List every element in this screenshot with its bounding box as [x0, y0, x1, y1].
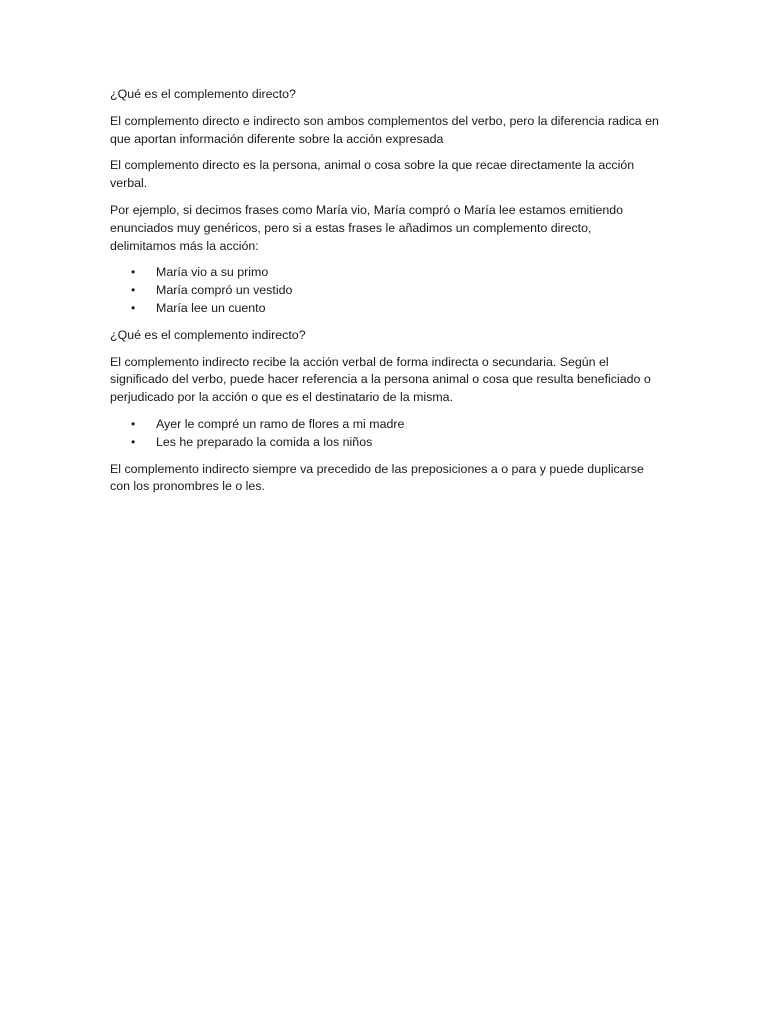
bullet-icon: • — [131, 300, 136, 315]
document-page — [110, 86, 660, 505]
indirect-object-definition: El complemento indirecto recibe la acción verbal de forma indirecta o secundaria. Según el significado del verbo, puede hacer referencia a la persona animal o cosa que resulta beneficiado o perjudicado por la acción o que es el destinatario de la misma. — [110, 354, 651, 405]
question-heading-direct-object: ¿Qué es el complemento directo? — [110, 87, 296, 101]
question-heading-indirect-object: ¿Qué es el complemento indirecto? — [110, 327, 306, 342]
list-item — [110, 434, 660, 452]
list-item-text: María compró un vestido — [156, 283, 293, 298]
bullet-icon: • — [131, 434, 136, 449]
list-item — [110, 300, 660, 318]
direct-object-example-paragraph: Por ejemplo, si decimos frases como María vio, María compró o María lee estamos emitiendo enunciados muy genéricos, pero si a estas frases le añadimos un complemento directo, delimitamos más la acción: — [110, 202, 624, 253]
list-item — [110, 282, 660, 300]
list-item-text: María lee un cuento — [156, 300, 266, 315]
bullet-icon: • — [131, 265, 136, 280]
list-item-text: Les he preparado la comida a los niños — [156, 434, 373, 449]
list-item-text: María vio a su primo — [156, 265, 269, 280]
intro-paragraph: El complemento directo e indirecto son ambos complementos del verbo, pero la diferencia radica en que aportan información diferente sobre la acción expresada — [110, 113, 659, 146]
bullet-icon: • — [131, 416, 136, 431]
indirect-object-prepositions-paragraph: El complemento indirecto siempre va precedido de las preposiciones a o para y puede duplicarse con los pronombres le o les. — [110, 461, 644, 494]
list-item — [110, 264, 660, 282]
direct-object-definition: El complemento directo es la persona, animal o cosa sobre la que recae directamente la acción verbal. — [110, 158, 635, 191]
direct-object-examples-list — [110, 264, 660, 317]
list-item-text: Ayer le compré un ramo de flores a mi madre — [156, 416, 405, 431]
indirect-object-examples-list — [110, 416, 660, 452]
bullet-icon: • — [131, 283, 136, 298]
list-item — [110, 416, 660, 434]
